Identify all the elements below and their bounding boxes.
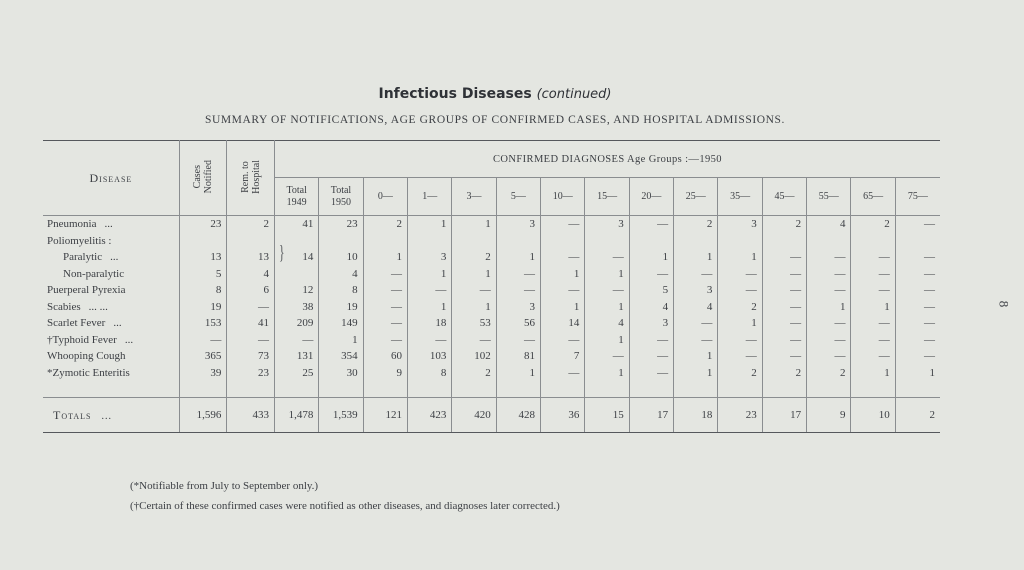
disease-name <box>43 216 179 233</box>
totals-cell: 17 <box>762 398 806 433</box>
brace-glyph: } <box>278 242 285 264</box>
table-cell <box>496 233 540 250</box>
header-sub: 65— <box>851 178 895 216</box>
table-cell: — <box>718 332 762 349</box>
header-sub: 10— <box>541 178 585 216</box>
header-cases-notified-label: Cases Notified <box>192 159 215 194</box>
table-cell: 3 <box>629 315 673 332</box>
table-cell: 30 <box>319 365 363 382</box>
table-cell: — <box>718 348 762 365</box>
table-cell: 2 <box>718 299 762 316</box>
totals-cell: 428 <box>496 398 540 433</box>
table-cell: 1 <box>452 266 496 283</box>
table-cell <box>585 233 629 250</box>
leader-dots <box>126 284 134 296</box>
totals-label-cell <box>43 398 179 433</box>
spacer-cell <box>408 381 452 398</box>
table-cell: 4 <box>674 299 718 316</box>
table-row <box>43 216 940 233</box>
table-cell: — <box>718 282 762 299</box>
table-cell: — <box>363 315 407 332</box>
spacer-cell <box>496 381 540 398</box>
table-cell: — <box>363 282 407 299</box>
table-cell: — <box>496 332 540 349</box>
footnote: (†Certain of these confirmed cases were notified as other diseases, and diagnoses later corrected.) <box>130 500 560 512</box>
table-cell: 1 <box>674 249 718 266</box>
table-cell: 6 <box>227 282 275 299</box>
table-row <box>43 315 940 332</box>
table-cell: 13 <box>179 249 227 266</box>
table-cell <box>718 233 762 250</box>
table-cell: — <box>629 348 673 365</box>
totals-cell: 433 <box>227 398 275 433</box>
table-cell: — <box>629 365 673 382</box>
table-cell: 1 <box>851 365 895 382</box>
leader-dots <box>124 268 132 280</box>
table-row <box>43 282 940 299</box>
header-disease <box>43 141 179 216</box>
table-cell: 2 <box>452 365 496 382</box>
table-row <box>43 233 940 250</box>
spacer-cell <box>762 381 806 398</box>
leader-dots <box>126 350 134 362</box>
table-cell: 3 <box>408 249 452 266</box>
table-cell: 2 <box>674 216 718 233</box>
table-cell: 149 <box>319 315 363 332</box>
table-cell: — <box>924 251 935 264</box>
table-cell: — <box>807 282 851 299</box>
table-cell: 14 <box>541 315 585 332</box>
disease-label: †Typhoid Fever <box>47 333 117 346</box>
table-cell: 2 <box>452 249 496 266</box>
spacer-cell <box>43 381 179 398</box>
table-cell: — <box>718 266 762 283</box>
table-cell: 41 <box>274 216 318 233</box>
table-cell: — <box>924 300 935 313</box>
table-cell: 1 <box>585 266 629 283</box>
table-row <box>43 299 940 316</box>
table-cell: — <box>408 332 452 349</box>
table-cell: — <box>541 249 585 266</box>
disease-label: Scarlet Fever <box>47 317 106 330</box>
table-cell: 103 <box>408 348 452 365</box>
table-cell: 3 <box>585 216 629 233</box>
table-cell: — <box>541 365 585 382</box>
table-cell: 23 <box>179 216 227 233</box>
table-cell: 3 <box>674 282 718 299</box>
table-cell: 153 <box>179 315 227 332</box>
table-cell: 5 <box>629 282 673 299</box>
table-cell <box>363 233 407 250</box>
table-cell: — <box>541 332 585 349</box>
table-cell: 1 <box>585 332 629 349</box>
spacer-cell <box>274 381 318 398</box>
table-cell <box>319 233 363 250</box>
spacer-cell <box>585 381 629 398</box>
table-cell: — <box>452 332 496 349</box>
table-cell <box>674 233 718 250</box>
leader-dots <box>130 367 138 379</box>
table-cell: — <box>924 350 935 363</box>
table-cell: 2 <box>718 365 762 382</box>
table-body <box>43 216 940 433</box>
totals-cell: 121 <box>363 398 407 433</box>
header-cases-notified <box>179 141 227 216</box>
totals-cell: 1,539 <box>319 398 363 433</box>
disease-name <box>43 348 179 365</box>
table-cell: 19 <box>179 299 227 316</box>
table-cell: 1 <box>718 315 762 332</box>
table-cell: 1 <box>585 299 629 316</box>
table-row <box>43 365 940 382</box>
header-sub: 1— <box>408 178 452 216</box>
totals-label: Totals <box>53 407 92 422</box>
disease-label: Poliomyelitis : <box>47 234 112 247</box>
table-cell: 2 <box>762 365 806 382</box>
table-cell: 7 <box>541 348 585 365</box>
table-cell: 53 <box>452 315 496 332</box>
table-row <box>43 249 940 266</box>
table-cell: 102 <box>452 348 496 365</box>
table-cell: 365 <box>179 348 227 365</box>
table-cell <box>762 233 806 250</box>
table-cell: — <box>851 282 895 299</box>
totals-cell: 23 <box>718 398 762 433</box>
disease-label: Whooping Cough <box>47 350 126 363</box>
spacer-cell <box>452 381 496 398</box>
table-cell: 56 <box>496 315 540 332</box>
table-cell: 3 <box>496 216 540 233</box>
header-sub: Total 1949 <box>274 178 318 216</box>
leader-dots: ... <box>104 218 113 231</box>
spacer-cell <box>319 381 363 398</box>
totals-cell: 17 <box>629 398 673 433</box>
table-cell: — <box>496 282 540 299</box>
table-cell: — <box>924 267 935 280</box>
table-cell: 5 <box>179 266 227 283</box>
table-cell: 2 <box>363 216 407 233</box>
spacer-cell <box>851 381 895 398</box>
table-cell: — <box>363 266 407 283</box>
header-sub: 75— <box>895 178 940 216</box>
table-cell: 1 <box>629 249 673 266</box>
disease-name <box>43 233 179 250</box>
table-cell: 4 <box>585 315 629 332</box>
table-cell: 41 <box>227 315 275 332</box>
table-cell: 2 <box>807 365 851 382</box>
header-sub: Total 1950 <box>319 178 363 216</box>
table-cell: 4 <box>629 299 673 316</box>
disease-name <box>43 315 179 332</box>
table-cell: 18 <box>408 315 452 332</box>
table-cell: — <box>851 266 895 283</box>
table-cell: 1 <box>585 365 629 382</box>
table-cell: — <box>496 266 540 283</box>
table-cell: — <box>762 249 806 266</box>
leader-dots: ... ... <box>88 300 108 313</box>
disease-label: Paralytic <box>63 251 103 264</box>
header-sub: 20— <box>629 178 673 216</box>
disease-label: Non-paralytic <box>63 267 125 280</box>
table-cell: 23 <box>319 216 363 233</box>
table-cell: 2 <box>762 216 806 233</box>
table-cell: 1 <box>496 365 540 382</box>
page-title <box>0 86 990 102</box>
table-cell: 38 <box>274 299 318 316</box>
totals-cell: 1,596 <box>179 398 227 433</box>
table-cell <box>851 233 895 250</box>
table-cell: 1 <box>408 299 452 316</box>
table-cell <box>179 233 227 250</box>
table-cell: — <box>807 249 851 266</box>
table-cell: 1 <box>807 299 851 316</box>
table-cell: 60 <box>363 348 407 365</box>
table-cell: — <box>762 348 806 365</box>
table-cell: — <box>807 332 851 349</box>
table-subtitle: SUMMARY OF NOTIFICATIONS, AGE GROUPS OF CONFIRMED CASES, AND HOSPITAL ADMISSIONS. <box>204 114 786 126</box>
table-cell: — <box>585 249 629 266</box>
table-cell: 23 <box>227 365 275 382</box>
table-cell <box>227 233 275 250</box>
table-cell <box>629 233 673 250</box>
spacer-cell <box>227 381 275 398</box>
leader-dots: ... <box>124 333 134 346</box>
table-cell: — <box>851 332 895 349</box>
totals-cell: 9 <box>807 398 851 433</box>
header-sub: 45— <box>762 178 806 216</box>
table-cell: 1 <box>408 266 452 283</box>
header-sub: 3— <box>452 178 496 216</box>
table-cell: 9 <box>363 365 407 382</box>
leader-dots: ... <box>113 317 122 330</box>
table-row <box>43 332 940 349</box>
table-cell: — <box>807 266 851 283</box>
header-sub: 25— <box>674 178 718 216</box>
table-cell: 12 <box>274 282 318 299</box>
table-cell: 2 <box>851 216 895 233</box>
table-cell: 1 <box>452 216 496 233</box>
table-cell: 2 <box>227 216 275 233</box>
table-cell: — <box>227 332 275 349</box>
table-cell: 1 <box>851 299 895 316</box>
disease-label: Puerperal Pyrexia <box>47 284 126 297</box>
table-row <box>43 348 940 365</box>
table-cell: 1 <box>929 366 935 379</box>
table-cell: — <box>629 332 673 349</box>
totals-cell: 15 <box>585 398 629 433</box>
disease-name <box>43 249 179 266</box>
totals-cell: 18 <box>674 398 718 433</box>
header-sub: 5— <box>496 178 540 216</box>
page-title-suffix: (continued) <box>536 87 612 102</box>
table-cell: — <box>585 282 629 299</box>
footnote: (*Notifiable from July to September only.) <box>130 480 319 492</box>
disease-name <box>43 282 179 299</box>
table-cell: 1 <box>674 348 718 365</box>
table-cell: 1 <box>541 266 585 283</box>
table-cell: — <box>408 282 452 299</box>
header-sub: 0— <box>363 178 407 216</box>
table-cell: 3 <box>718 216 762 233</box>
table-cell: — <box>541 216 585 233</box>
header-sub: 35— <box>718 178 762 216</box>
header-confirmed-diagnoses: CONFIRMED DIAGNOSES Age Groups :—1950 <box>274 141 940 178</box>
table-row <box>43 266 940 283</box>
table-cell <box>452 233 496 250</box>
disease-label: Pneumonia <box>47 218 97 231</box>
table-cell: — <box>851 315 895 332</box>
leader-dots: ... <box>101 410 112 422</box>
table-cell: — <box>363 299 407 316</box>
table-cell: — <box>674 332 718 349</box>
table-cell: — <box>851 249 895 266</box>
table-cell: 8 <box>319 282 363 299</box>
disease-label: Scabies <box>47 300 81 313</box>
table-cell: 39 <box>179 365 227 382</box>
table-cell: 4 <box>319 266 363 283</box>
spacer-cell <box>807 381 851 398</box>
disease-name <box>43 266 179 283</box>
table-cell: — <box>762 282 806 299</box>
spacer-cell <box>629 381 673 398</box>
totals-cell: 1,478 <box>274 398 318 433</box>
table-cell: — <box>924 317 935 330</box>
table-cell <box>541 233 585 250</box>
table-cell: 1 <box>452 299 496 316</box>
spacer-cell <box>541 381 585 398</box>
table-cell <box>807 233 851 250</box>
footnotes <box>130 476 560 516</box>
table-cell: 25 <box>274 365 318 382</box>
totals-cell: 10 <box>851 398 895 433</box>
leader-dots <box>111 235 119 247</box>
table-cell: 8 <box>408 365 452 382</box>
disease-name <box>43 332 179 349</box>
table-cell: 1 <box>541 299 585 316</box>
table-cell: — <box>227 299 275 316</box>
header-rem-to-hospital <box>227 141 275 216</box>
spacer-row <box>43 381 940 398</box>
table-cell: 354 <box>319 348 363 365</box>
table-cell: — <box>762 315 806 332</box>
table-cell: — <box>807 348 851 365</box>
table-cell: — <box>762 299 806 316</box>
table-cell: 19 <box>319 299 363 316</box>
spacer-cell <box>179 381 227 398</box>
table-cell: 1 <box>319 332 363 349</box>
table-cell: — <box>674 315 718 332</box>
leader-dots: ... <box>110 251 119 264</box>
table-cell: — <box>629 216 673 233</box>
disease-name <box>43 365 179 382</box>
totals-cell: 420 <box>452 398 496 433</box>
table-cell: — <box>179 332 227 349</box>
table-cell: 13 <box>227 249 275 266</box>
page-title-text: Infectious Diseases <box>378 86 532 102</box>
table-cell: — <box>851 348 895 365</box>
table-cell: 10 <box>319 249 363 266</box>
header-rem-to-hospital-label: Rem. to Hospital <box>239 159 262 194</box>
table-cell: 131 <box>274 348 318 365</box>
table-cell <box>274 242 318 282</box>
header-disease-label: Disease <box>89 170 133 185</box>
table-cell <box>895 233 940 250</box>
spacer-cell <box>718 381 762 398</box>
table-cell: — <box>762 332 806 349</box>
summary-table <box>43 140 940 433</box>
totals-cell: 36 <box>541 398 585 433</box>
header-sub: 55— <box>807 178 851 216</box>
table-cell: 1 <box>496 249 540 266</box>
spacer-cell <box>363 381 407 398</box>
table-cell: 1 <box>718 249 762 266</box>
spacer-cell <box>674 381 718 398</box>
totals-row <box>43 398 940 433</box>
table-cell: — <box>629 266 673 283</box>
table-cell: 3 <box>496 299 540 316</box>
table-cell: — <box>924 284 935 297</box>
disease-label: *Zymotic Enteritis <box>47 366 130 379</box>
totals-cell: 2 <box>895 398 940 433</box>
table-cell: 81 <box>496 348 540 365</box>
table-cell: 1 <box>363 249 407 266</box>
page-number: 8 <box>996 300 1012 308</box>
table-cell: — <box>674 266 718 283</box>
totals-cell: 423 <box>408 398 452 433</box>
table-cell: — <box>541 282 585 299</box>
table-cell: — <box>924 333 935 346</box>
disease-name <box>43 299 179 316</box>
table-cell <box>408 233 452 250</box>
table-cell: — <box>762 266 806 283</box>
table-cell: 73 <box>227 348 275 365</box>
table-cell: 209 <box>274 315 318 332</box>
table-cell: 8 <box>179 282 227 299</box>
table-cell: — <box>363 332 407 349</box>
table-cell: 1 <box>674 365 718 382</box>
table-cell: — <box>924 218 935 231</box>
table-cell: — <box>452 282 496 299</box>
table-cell: 1 <box>408 216 452 233</box>
table-cell: 4 <box>227 266 275 283</box>
table-cell: — <box>274 332 318 349</box>
table-cell: — <box>585 348 629 365</box>
table-cell: — <box>807 315 851 332</box>
table-cell: 4 <box>807 216 851 233</box>
header-sub: 15— <box>585 178 629 216</box>
bracketed-total: 14 <box>302 251 314 263</box>
spacer-cell <box>895 381 940 398</box>
